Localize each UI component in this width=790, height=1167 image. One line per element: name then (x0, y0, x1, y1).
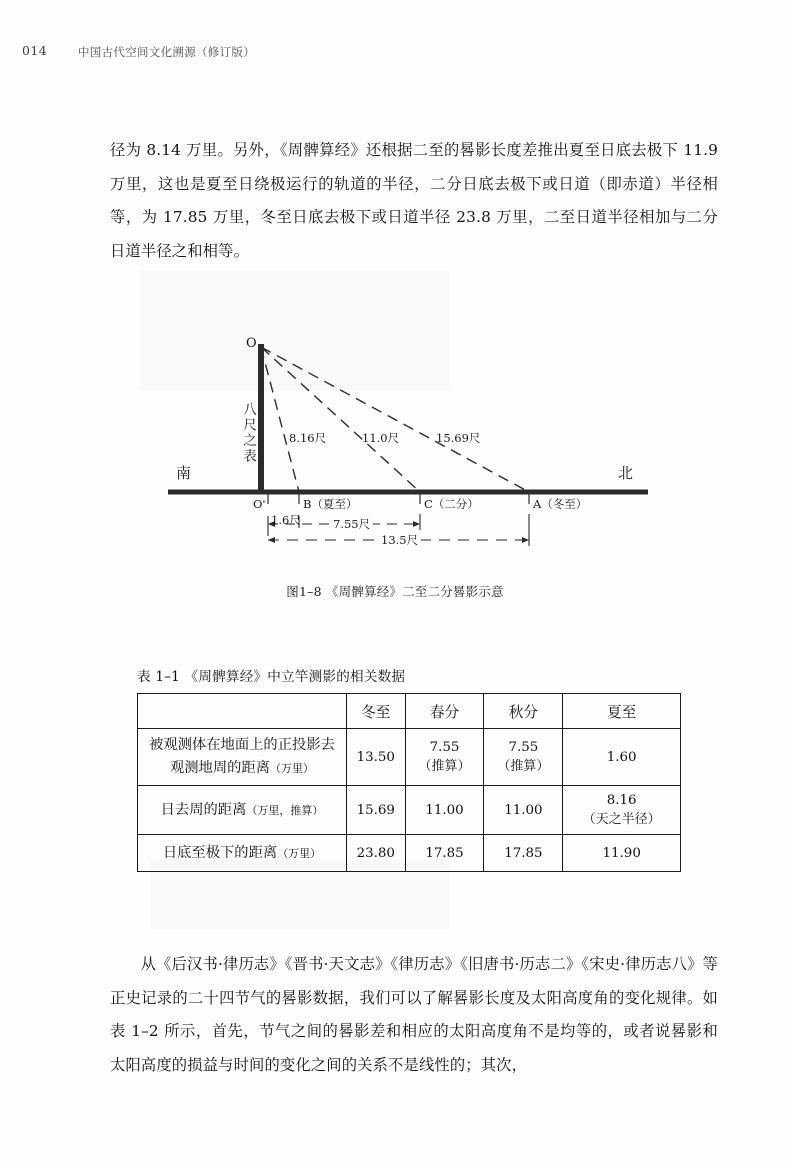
ray-summer-solstice (261, 347, 299, 492)
table-header-blank (138, 694, 347, 729)
point-label-c: C（二分） (424, 497, 479, 511)
point-label-origin: O' (253, 497, 266, 511)
body-paragraph-bottom: 从《后汉书·律历志》《晋书·天文志》《律历志》《旧唐书·历志二》《宋史·律历志八》等正史记录的二十四节气的晷影数据，我们可以了解晷影长度及太阳高度角的变化规律。如表 1–2 所示，首先，节气之间的晷影差和相应的太阳高度角不是均等的，或者说晷影和太阳高度的损益与时间的变化之间的关系不是线性的；其次， (110, 955, 718, 1074)
table-title: 表 1–1 《周髀算经》中立竿测影的相关数据 (137, 669, 406, 685)
page-number: 014 (22, 43, 48, 58)
cell-value: 11.00 (504, 802, 543, 818)
dim-label-13-5: 13.5尺 (378, 532, 421, 548)
table-cell (347, 729, 406, 786)
gnomon-shadow-diagram (0, 322, 790, 602)
row-label-line1: 日去周的距离 (160, 801, 247, 818)
dim-arrow-left-13-5 (268, 537, 275, 543)
table-row (138, 729, 681, 786)
apex-label-o: O (246, 336, 257, 351)
table-row (138, 786, 681, 835)
cell-value: 1.60 (606, 749, 637, 765)
point-label-b: B（夏至） (303, 497, 358, 511)
figure-caption: 图1–8 《周髀算经》二至二分晷影示意 (286, 584, 504, 599)
table-header-row (138, 694, 681, 729)
row-label-line2: 观测地周的距离 (169, 760, 271, 776)
table-header-summer-solstice: 夏至 (563, 694, 681, 729)
gnomon-label: 八尺之表 (240, 402, 256, 464)
table-cell (347, 835, 406, 872)
table-cell (405, 729, 484, 786)
dim-arrow-right-7-55 (413, 521, 420, 527)
cell-value: 17.85 (504, 845, 543, 861)
table-row (138, 835, 681, 872)
figure-1-8 (0, 322, 790, 612)
cell-note: （推算） (497, 759, 550, 774)
ray-label-8-16: 8.16尺 (289, 431, 327, 445)
data-table-1-1 (137, 693, 681, 872)
row-label-unit: （万里，推算） (246, 803, 324, 817)
table-header-spring-equinox: 春分 (405, 694, 484, 729)
gnomon-pole (258, 344, 264, 492)
book-title: 中国古代空间文化溯源（修订版） (78, 45, 255, 59)
cell-value: 15.69 (356, 802, 395, 818)
point-label-a: A（冬至） (533, 497, 588, 511)
table-cell (484, 729, 563, 786)
cell-value: 11.90 (602, 845, 641, 861)
table-cell (405, 786, 484, 835)
direction-south-label: 南 (176, 464, 192, 482)
dim-label-7-55: 7.55尺 (330, 516, 373, 532)
cell-value: 23.80 (356, 845, 395, 861)
ray-winter-solstice (261, 347, 529, 492)
row-label-unit: （万里） (277, 846, 322, 860)
running-header (0, 43, 790, 65)
row-label-sun-to-zhou-distance (138, 786, 347, 835)
cell-note: （天之半径） (582, 812, 661, 827)
table-header-winter-solstice: 冬至 (347, 694, 406, 729)
cell-value: 7.55 (429, 740, 460, 755)
ray-label-15-69: 15.69尺 (436, 431, 481, 445)
cell-value: 13.50 (356, 749, 395, 765)
direction-north-label: 北 (618, 464, 634, 482)
body-paragraph-top: 径为 8.14 万里。另外，《周髀算经》还根据二至的晷影长度差推出夏至日底去极下 11.9 万里，这也是夏至日绕极运行的轨道的半径，二分日底去极下或日道（即赤道）半径相等，为 17.85 万里，冬至日底去极下或日道半径 23.8 万里，二至日道半径相加与二分日道半径之和相等。 (110, 141, 718, 260)
row-label-line1: 日底至极下的距离 (162, 844, 278, 861)
row-label-sun-base-to-pole-distance (138, 835, 347, 872)
dim-label-1-6: 1.6尺 (271, 513, 301, 527)
cell-value: 11.00 (425, 802, 464, 818)
ray-label-11-0: 11.0尺 (362, 431, 400, 445)
dim-arrow-right-13-5 (522, 537, 529, 543)
table-cell (563, 786, 681, 835)
table-cell (563, 835, 681, 872)
row-label-unit: （万里） (270, 762, 315, 775)
table-cell (405, 835, 484, 872)
cell-value: 7.55 (508, 740, 539, 755)
table-header-autumn-equinox: 秋分 (484, 694, 563, 729)
cell-note: （推算） (418, 759, 471, 774)
cell-value: 8.16 (606, 793, 637, 808)
table-cell (563, 729, 681, 786)
row-label-projection-distance (138, 729, 347, 786)
row-label-line1: 被观测体在地面上的正投影去 (149, 737, 335, 753)
cell-value: 17.85 (425, 845, 464, 861)
table-cell (484, 786, 563, 835)
table-cell (484, 835, 563, 872)
table-cell (347, 786, 406, 835)
